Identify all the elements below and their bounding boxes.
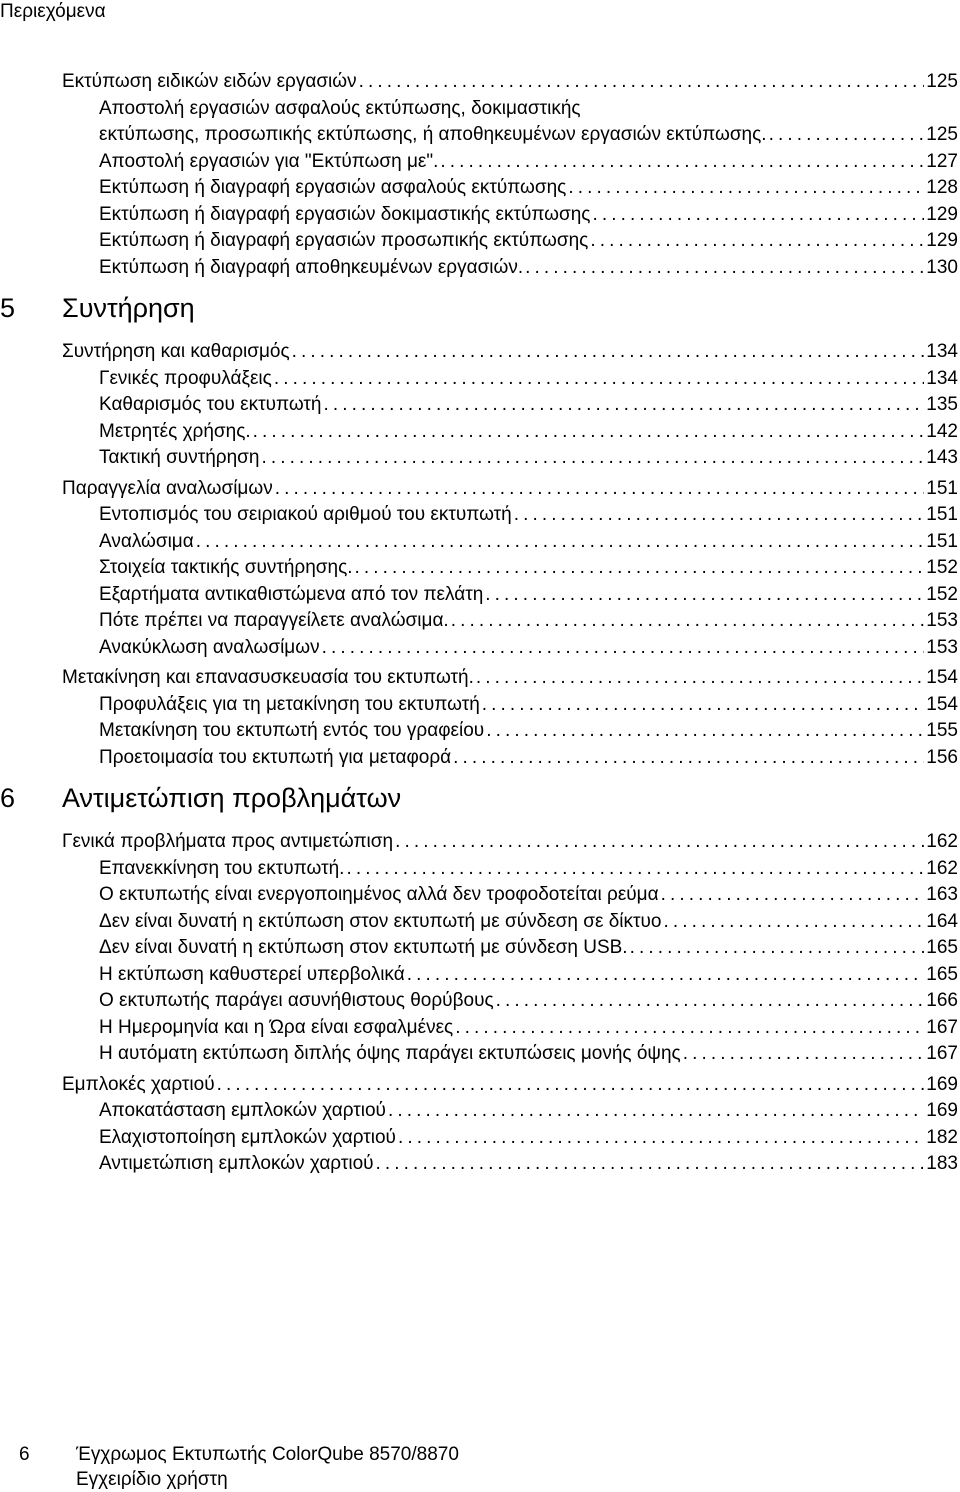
toc-subentry[interactable]: [99, 149, 958, 176]
toc-subentry[interactable]: [99, 202, 958, 229]
toc-subentry[interactable]: [99, 392, 958, 419]
toc-entry-title: Η αυτόματη εκτύπωση διπλής όψης παράγει εκτυπώσεις μονής όψης: [99, 1043, 681, 1064]
toc-leader-dots: [388, 1098, 924, 1125]
toc-entry-page: 143: [926, 447, 958, 468]
chapter-heading[interactable]: [0, 283, 960, 333]
toc-entry-title: Εκτύπωση ή διαγραφή εργασιών δοκιμαστικής εκτύπωσης: [99, 203, 591, 225]
toc-subentry[interactable]: [99, 445, 958, 472]
toc-subentry[interactable]: [99, 175, 958, 202]
toc-entry-page: 151: [926, 477, 958, 499]
toc-entry-page: 162: [926, 857, 958, 879]
toc-entry-page: 154: [926, 693, 958, 715]
chapter-number: 5: [0, 293, 16, 323]
toc-entry-title: Πότε πρέπει να παραγγείλετε αναλώσιμα.: [99, 610, 449, 631]
toc-subentry[interactable]: [99, 228, 958, 255]
toc-leader-dots: [482, 692, 925, 719]
toc-entry-page: 165: [926, 963, 958, 985]
toc-entry-title: Εξαρτήματα αντικαθιστώμενα από τον πελάτη: [99, 583, 484, 605]
toc-entry-title: Συντήρηση και καθαρισμός: [62, 341, 290, 362]
toc-leader-dots: [359, 69, 925, 96]
toc-entry-title: Ο εκτυπωτής είναι ενεργοποιημένος αλλά δεν τροφοδοτείται ρεύμα: [99, 884, 659, 905]
table-of-contents: [0, 69, 960, 1178]
toc-leader-dots: [630, 935, 925, 962]
toc-subentry[interactable]: [99, 529, 958, 556]
toc-entry-page: 154: [926, 667, 958, 688]
toc-entry-title: Εντοπισμός του σειριακού αριθμού του εκτυπωτή: [99, 504, 512, 525]
toc-leader-dots: [253, 419, 925, 446]
toc-entry-page: 163: [926, 884, 958, 905]
toc-entry-page: 167: [926, 1016, 958, 1038]
toc-entry-page: 169: [926, 1073, 958, 1095]
toc-entry-title: Αποστολή εργασιών για "Εκτύπωση με".: [99, 150, 439, 172]
toc-entry-title-line[interactable]: Αποστολή εργασιών ασφαλούς εκτύπωσης, δοκιμαστικής: [99, 97, 581, 119]
toc-entry-title: Η εκτύπωση καθυστερεί υπερβολικά: [99, 963, 405, 985]
toc-leader-dots: [261, 445, 924, 472]
toc-entry[interactable]: [62, 665, 958, 692]
toc-subentry[interactable]: [99, 856, 958, 883]
toc-leader-dots: [485, 582, 924, 609]
toc-entry[interactable]: [62, 1072, 958, 1099]
page-header-section-label: Περιεχόμενα: [0, 1, 106, 22]
toc-entry-page: 128: [926, 177, 958, 198]
toc-entry-title: Ανακύκλωση αναλωσίμων: [99, 636, 320, 658]
chapter-title: Συντήρηση: [62, 293, 195, 323]
toc-entry-page: 152: [926, 557, 958, 578]
toc-entry-page: 162: [926, 831, 958, 852]
toc-subentry[interactable]: [99, 419, 958, 446]
toc-entry-title: Δεν είναι δυνατή η εκτύπωση στον εκτυπωτή με σύνδεση σε δίκτυο: [99, 910, 662, 932]
toc-leader-dots: [451, 608, 925, 635]
toc-leader-dots: [407, 962, 925, 989]
toc-leader-dots: [324, 392, 925, 419]
toc-entry-title: Προφυλάξεις για τη μετακίνηση του εκτυπωτή: [99, 693, 480, 715]
toc-entry-title: Εκτύπωση ή διαγραφή αποθηκευμένων εργασιών.: [99, 256, 524, 278]
toc-leader-dots: [590, 228, 924, 255]
toc-subentry[interactable]: [99, 366, 958, 393]
toc-entry-page: 153: [926, 610, 958, 631]
toc-subentry[interactable]: [99, 962, 958, 989]
toc-entry-title: Δεν είναι δυνατή η εκτύπωση στον εκτυπωτή με σύνδεση USB.: [99, 937, 628, 958]
toc-subentry[interactable]: [99, 1125, 958, 1152]
toc-leader-dots: [217, 1072, 925, 1099]
toc-leader-dots: [322, 635, 925, 662]
toc-entry-title: Η Ημερομηνία και η Ώρα είναι εσφαλμένες: [99, 1016, 454, 1038]
toc-subentry[interactable]: [99, 745, 958, 772]
toc-leader-dots: [663, 909, 924, 936]
toc-subentry[interactable]: [99, 1041, 958, 1068]
toc-entry-page: 129: [926, 230, 958, 251]
toc-subentry[interactable]: [99, 718, 958, 745]
toc-subentry[interactable]: [99, 692, 958, 719]
toc-entry[interactable]: [62, 476, 958, 503]
toc-subentry[interactable]: [99, 1015, 958, 1042]
toc-leader-dots: [592, 202, 924, 229]
toc-leader-dots: [496, 988, 925, 1015]
toc-entry-page: 135: [926, 394, 958, 415]
toc-entry-page: 152: [926, 583, 958, 605]
toc-leader-dots: [355, 555, 925, 582]
toc-entry-page: 151: [926, 504, 958, 525]
toc-entry-title: Ελαχιστοποίηση εμπλοκών χαρτιού: [99, 1126, 396, 1148]
toc-subentry[interactable]: [99, 935, 958, 962]
toc-subentry[interactable]: [99, 608, 958, 635]
toc-entry-page: 165: [926, 937, 958, 958]
toc-entry-title: Στοιχεία τακτικής συντήρησης.: [99, 557, 353, 578]
toc-subentry[interactable]: [99, 502, 958, 529]
toc-subentry[interactable]: [99, 122, 958, 149]
toc-entry-page: 164: [926, 910, 958, 932]
footer-product-name: Έγχρωμος Εκτυπωτής ColorQube 8570/8870: [76, 1444, 459, 1465]
toc-leader-dots: [514, 502, 925, 529]
toc-entry-page: 134: [926, 341, 958, 362]
toc-entry-page: 153: [926, 636, 958, 658]
toc-leader-dots: [274, 366, 924, 393]
toc-subentry[interactable]: [99, 909, 958, 936]
footer-document-type: Εγχειρίδιο χρήστη: [76, 1469, 228, 1490]
toc-entry[interactable]: [62, 339, 958, 366]
toc-leader-dots: [453, 745, 924, 772]
toc-entry-title: Μετακίνηση του εκτυπωτή εντός του γραφείου: [99, 720, 485, 741]
toc-leader-dots: [275, 476, 925, 503]
toc-entry-title: Γενικά προβλήματα προς αντιμετώπιση: [62, 831, 394, 852]
toc-leader-dots: [525, 255, 924, 282]
toc-entry-title: Εκτύπωση ή διαγραφή εργασιών ασφαλούς εκτύπωσης: [99, 177, 567, 198]
toc-entry-page: 142: [926, 420, 958, 442]
toc-entry-title: Αποκατάσταση εμπλοκών χαρτιού: [99, 1100, 386, 1121]
toc-entry-title: Εμπλοκές χαρτιού: [62, 1073, 215, 1095]
toc-subentry[interactable]: [99, 882, 958, 909]
toc-entry-title: Προετοιμασία του εκτυπωτή για μεταφορά: [99, 746, 452, 768]
toc-leader-dots: [292, 339, 925, 366]
chapter-heading[interactable]: [0, 773, 960, 823]
toc-leader-dots: [346, 856, 924, 883]
toc-entry-page: 134: [926, 367, 958, 389]
toc-entry-page: 169: [926, 1100, 958, 1121]
toc-entry-page: 156: [926, 746, 958, 768]
toc-subentry[interactable]: [99, 582, 958, 609]
toc-entry-title: Αναλώσιμα: [99, 530, 194, 552]
toc-subentry[interactable]: [99, 988, 958, 1015]
toc-entry-page: 129: [926, 203, 958, 225]
toc-leader-dots: [398, 1125, 924, 1152]
toc-leader-dots: [440, 149, 924, 176]
toc-entry-page: 183: [926, 1153, 958, 1174]
toc-leader-dots: [683, 1041, 925, 1068]
toc-entry-title: Μετρητές χρήσης.: [99, 420, 251, 442]
toc-entry-title: Ο εκτυπωτής παράγει ασυνήθιστους θορύβους: [99, 990, 494, 1011]
toc-entry-page: 151: [926, 530, 958, 552]
toc-entry-page: 130: [926, 256, 958, 278]
chapter-title: Αντιμετώπιση προβλημάτων: [62, 783, 402, 813]
toc-entry-title: εκτύπωσης, προσωπικής εκτύπωσης, ή αποθηκευμένων εργασιών εκτύπωσης.: [99, 124, 767, 145]
toc-entry-title: Αντιμετώπιση εμπλοκών χαρτιού: [99, 1153, 374, 1174]
toc-entry-page: 155: [926, 720, 958, 741]
footer-page-number: 6: [19, 1444, 30, 1465]
toc-leader-dots: [455, 1015, 924, 1042]
toc-subentry[interactable]: [99, 555, 958, 582]
toc-subentry[interactable]: [99, 635, 958, 662]
toc-entry-title: Εκτύπωση ειδικών ειδών εργασιών: [62, 71, 357, 92]
toc-leader-dots: [196, 529, 925, 556]
toc-entry[interactable]: [62, 829, 958, 856]
toc-leader-dots: [769, 122, 925, 149]
toc-entry-title: Τακτική συντήρηση: [99, 447, 260, 468]
toc-leader-dots: [568, 175, 924, 202]
toc-leader-dots: [486, 718, 924, 745]
toc-entry-title: Καθαρισμός του εκτυπωτή: [99, 394, 322, 415]
toc-leader-dots: [376, 1151, 925, 1178]
toc-subentry[interactable]: [99, 255, 958, 282]
toc-leader-dots: [476, 665, 924, 692]
toc-entry-page: 182: [926, 1126, 958, 1148]
toc-subentry[interactable]: [99, 1098, 958, 1125]
toc-entry-page: 125: [926, 71, 958, 92]
toc-entry-title: Εκτύπωση ή διαγραφή εργασιών προσωπικής εκτύπωσης: [99, 230, 589, 251]
toc-leader-dots: [661, 882, 925, 909]
toc-entry-title: Επανεκκίνηση του εκτυπωτή.: [99, 857, 345, 879]
chapter-number: 6: [0, 783, 16, 813]
toc-entry[interactable]: [62, 69, 958, 96]
toc-entry-page: 125: [926, 124, 958, 145]
toc-entry-title: Γενικές προφυλάξεις: [99, 367, 272, 389]
toc-entry-page: 127: [926, 150, 958, 172]
toc-entry-title: Μετακίνηση και επανασυσκευασία του εκτυπωτή.: [62, 667, 474, 688]
toc-entry-page: 167: [926, 1043, 958, 1064]
toc-subentry[interactable]: [99, 1151, 958, 1178]
toc-entry-page: 166: [926, 990, 958, 1011]
toc-entry-title: Παραγγελία αναλωσίμων: [62, 477, 273, 499]
toc-leader-dots: [395, 829, 924, 856]
